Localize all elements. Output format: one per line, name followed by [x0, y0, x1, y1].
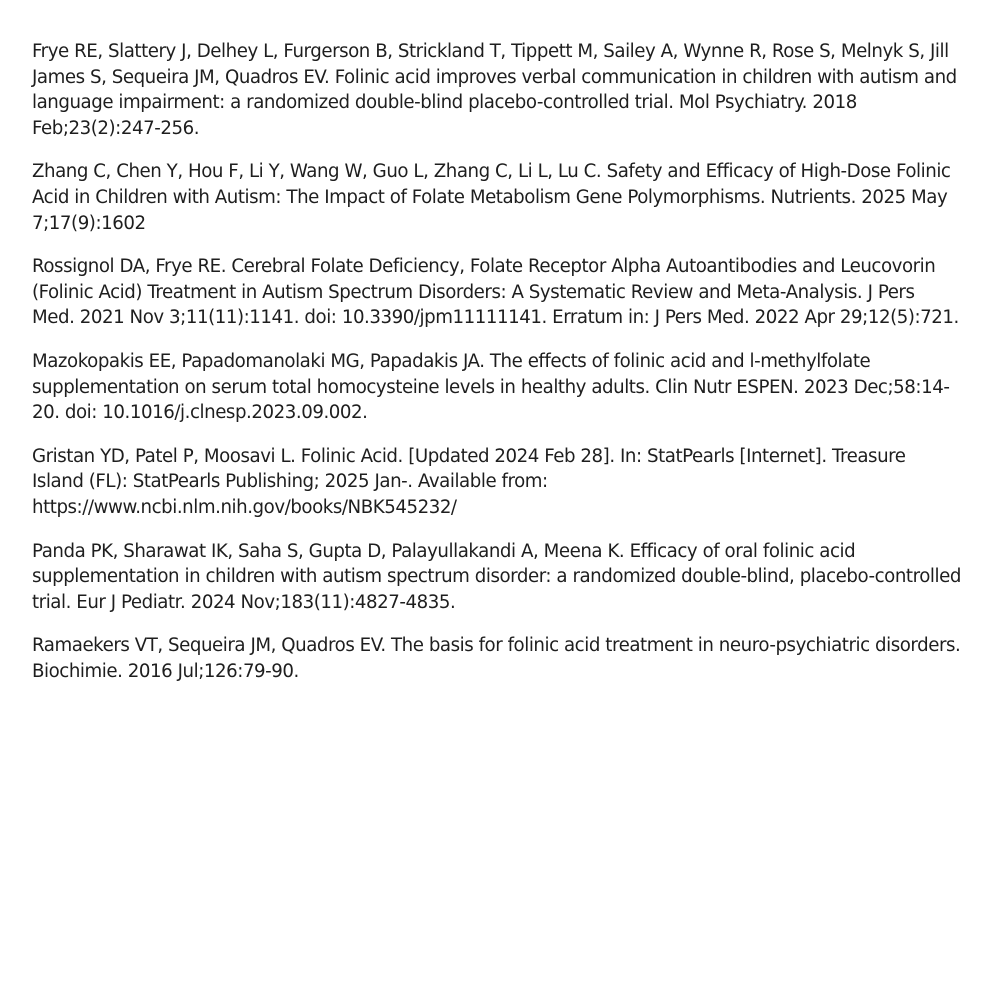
reference-entry: Gristan YD, Patel P, Moosavi L. Folinic Acid. [Updated 2024 Feb 28]. In: StatPearls [Internet]. Treasure Island (FL): StatPearls Publishing; 2025 Jan-. Available from: https://www.ncbi.nlm.nih.gov/books/NBK545232/	[32, 445, 906, 518]
reference-entry: Panda PK, Sharawat IK, Saha S, Gupta D, Palayullakandi A, Meena K. Efficacy of oral folinic acid supplementation in children with autism spectrum disorder: a randomized double-blind, placebo-controlled trial. Eur J Pediatr. 2024 Nov;183(11):4827-4835.	[32, 540, 961, 613]
reference-entry: Frye RE, Slattery J, Delhey L, Furgerson B, Strickland T, Tippett M, Sailey A, Wynne R, Rose S, Melnyk S, Jill James S, Sequeira JM, Quadros EV. Folinic acid improves verbal communication in children with autism and language impairment: a randomized double-blind placebo-controlled trial. Mol Psychiatry. 2018 Feb;23(2):247-256.	[32, 41, 957, 139]
reference-entry: Mazokopakis EE, Papadomanolaki MG, Papadakis JA. The effects of folinic acid and l-methylfolate supplementation on serum total homocysteine levels in healthy adults. Clin Nutr ESPEN. 2023 Dec;58:14-20. doi: 10.1016/j.clnesp.2023.09.002.	[32, 350, 950, 424]
reference-list	[32, 39, 962, 702]
reference-entry: Ramaekers VT, Sequeira JM, Quadros EV. The basis for folinic acid treatment in neuro-psychiatric disorders. Biochimie. 2016 Jul;126:79-90.	[32, 635, 961, 682]
reference-entry: Zhang C, Chen Y, Hou F, Li Y, Wang W, Guo L, Zhang C, Li L, Lu C. Safety and Efficacy of High-Dose Folinic Acid in Children with Autism: The Impact of Folate Metabolism Gene Polymorphisms. Nutrients. 2025 May 7;17(9):1602	[32, 161, 951, 234]
reference-entry: Rossignol DA, Frye RE. Cerebral Folate Deficiency, Folate Receptor Alpha Autoantibodies and Leucovorin (Folinic Acid) Treatment in Autism Spectrum Disorders: A Systematic Review and Meta-Analysis. J Pers Med. 2021 Nov 3;11(11):1141. doi: 10.3390/jpm11111141. Erratum in: J Pers Med. 2022 Apr 29;12(5):721.	[32, 256, 959, 329]
